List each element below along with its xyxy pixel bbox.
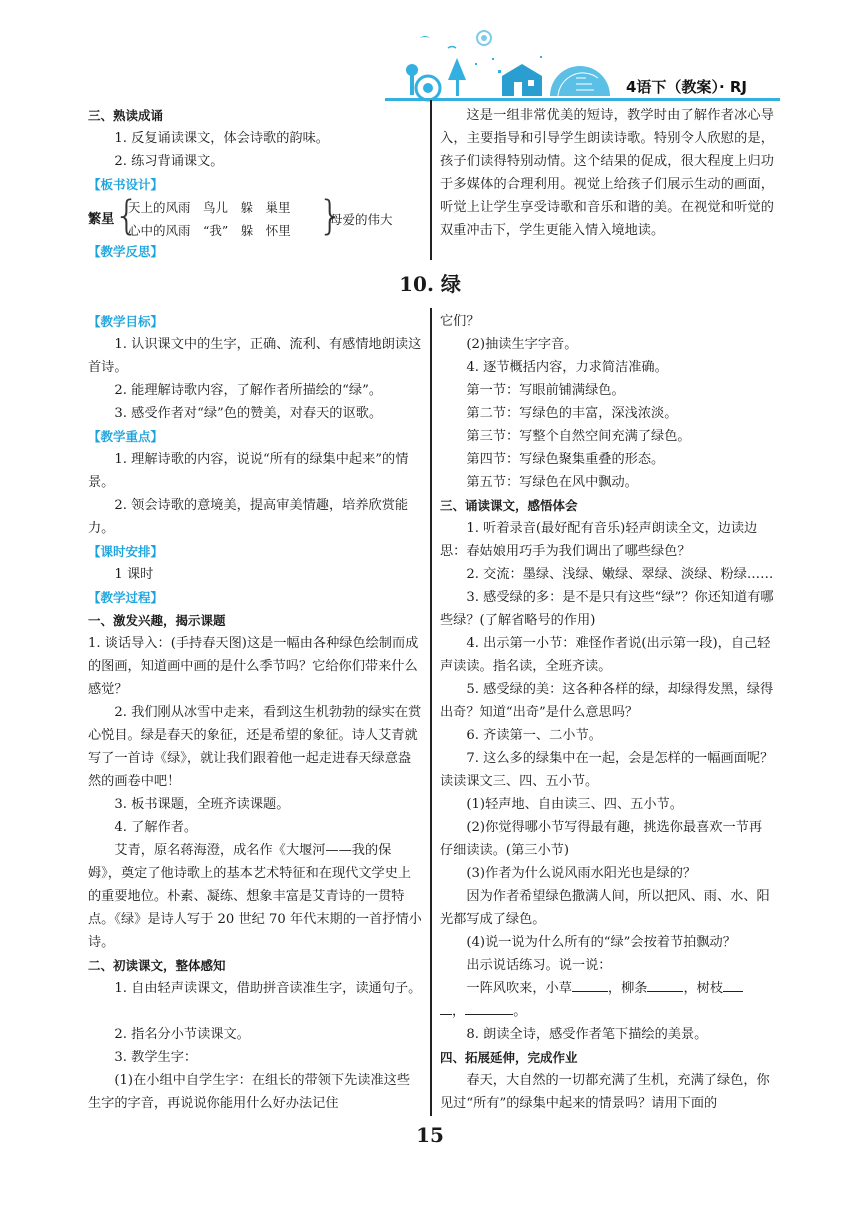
blank-line xyxy=(572,977,608,992)
paragraph: 1 课时 xyxy=(114,567,154,582)
board-result: 母爱的伟大 xyxy=(330,212,393,227)
goals-tag: 【教学目标】 xyxy=(88,314,164,329)
paragraph: 第三节：写整个自然空间充满了绿色。 xyxy=(466,429,691,444)
blank-line xyxy=(647,977,683,992)
paragraph: 因为作者希望绿色撒满人间，所以把风、雨、水、阳光都写成了绿色。 xyxy=(440,889,770,927)
section-title: 二、初读课文，整体感知 xyxy=(88,958,226,973)
exercise-text: 一阵风吹来，小草 xyxy=(466,981,572,996)
paragraph: 春天，大自然的一切都充满了生机，充满了绿色，你见过“所有”的绿集中起来的情景吗？请用下面的 xyxy=(440,1073,770,1111)
section-title: 三、熟读成诵 xyxy=(88,108,164,123)
paragraph: 7. 这么多的绿集中在一起，会是怎样的一幅画面呢？读读课文三、四、五小节。 xyxy=(440,751,774,789)
section-title: 三、诵读课文，感悟体会 xyxy=(440,498,578,513)
paragraph: 4. 了解作者。 xyxy=(114,820,198,835)
key-points-tag: 【教学重点】 xyxy=(88,429,164,444)
section-title: 一、激发兴趣，揭示课题 xyxy=(88,613,226,628)
right-brace: } xyxy=(318,193,344,239)
paragraph: 艾青，原名蒋海澄，成名作《大堰河——我的保姆》，奠定了他诗歌上的基本艺术特征和在现代文学史上的重要地位。朴素、凝练、想象丰富是艾青诗的一贯特点。《绿》是诗人写于 20 世纪 70 年代末期的一首抒情小诗。 xyxy=(88,843,422,950)
header-label: 4语下（教案）· RJ xyxy=(626,78,747,96)
reflection-text: 这是一组非常优美的短诗，教学时由了解作者冰心导入，主要指导和引导学生朗读诗歌。特别令人欣慰的是，孩子们读得特别动情。这个结果的促成，很大程度上归功于多媒体的合理利用。视觉上给孩子们展示生动的画面，听觉上让学生享受诗歌和音乐和谐的美。在视觉和听觉的双重冲击下，学生更能入情入境地读。 xyxy=(440,108,774,238)
board-row: 心中的风雨 “我” 躲 怀里 xyxy=(128,223,291,238)
paragraph: 2. 能理解诗歌内容，了解作者所描绘的“绿”。 xyxy=(114,383,383,398)
paragraph: 3. 板书课题，全班齐读课题。 xyxy=(114,797,290,812)
paragraph: 第五节：写绿色在风中飘动。 xyxy=(466,475,638,490)
blank-line xyxy=(723,977,743,992)
blank-line xyxy=(465,1000,513,1015)
lesson-title: 10. 绿 xyxy=(399,272,461,296)
fill-in-exercise-cont: ， 。 xyxy=(440,1000,774,1023)
paragraph: 出示说话练习。说一说： xyxy=(466,958,612,973)
paragraph: (4)说一说为什么所有的“绿”会按着节拍飘动？ xyxy=(466,935,736,950)
paragraph: 1. 反复诵读课文，体会诗歌的韵味。 xyxy=(114,131,329,146)
blank-line xyxy=(440,1000,452,1015)
exercise-text: ，树枝 xyxy=(683,981,724,996)
paragraph: 4. 出示第一小节：难怪作者说(出示第一段)，自己轻声读读。指名读，全班齐读。 xyxy=(440,636,771,674)
column-divider-main xyxy=(430,308,432,1116)
paragraph: 2. 交流：墨绿、浅绿、嫩绿、翠绿、淡绿、粉绿…… xyxy=(466,567,774,582)
process-tag: 【教学过程】 xyxy=(88,590,164,605)
paragraph: 2. 练习背诵课文。 xyxy=(114,154,224,169)
paragraph: 1. 认识课文中的生字，正确、流利、有感情地朗读这首诗。 xyxy=(88,337,422,375)
paragraph: 8. 朗读全诗，感受作者笔下描绘的美景。 xyxy=(466,1027,708,1042)
paragraph: 3. 感受绿的多：是不是只有这些“绿”？你还知道有哪些绿？(了解省略号的作用) xyxy=(440,590,774,628)
paragraph: 2. 指名分小节读课文。 xyxy=(114,1027,250,1042)
paragraph: 1. 听着录音(最好配有音乐)轻声朗读全文，边读边思：春姑娘用巧手为我们调出了哪些绿色？ xyxy=(440,521,758,559)
paragraph: 6. 齐读第一、二小节。 xyxy=(466,728,602,743)
paragraph: (1)在小组中自学生字：在组长的带领下先读准这些生字的字音，再说说你能用什么好办法记住 xyxy=(88,1073,411,1111)
paragraph: 2. 我们刚从冰雪中走来，看到这生机勃勃的绿实在赏心悦目。绿是春天的象征，还是希望的象征。诗人艾青就写了一首诗《绿》，就让我们跟着他一起走进春天绿意盎然的画卷中吧！ xyxy=(88,705,422,789)
paragraph: 5. 感受绿的美：这各种各样的绿，却绿得发黑，绿得出奇？知道“出奇”是什么意思吗？ xyxy=(440,682,774,720)
paragraph: 3. 感受作者对“绿”色的赞美，对春天的讴歌。 xyxy=(114,406,383,421)
exercise-text: ，柳条 xyxy=(607,981,648,996)
board-row: 天上的风雨 鸟儿 躲 巢里 xyxy=(128,200,291,215)
paragraph: (3)作者为什么说风雨水阳光也是绿的？ xyxy=(466,866,697,881)
paragraph: 1. 理解诗歌的内容，说说“所有的绿集中起来”的情景。 xyxy=(88,452,409,490)
reflection-tag: 【教学反思】 xyxy=(88,244,164,259)
paragraph: 3. 教学生字： xyxy=(114,1050,198,1065)
paragraph: 2. 领会诗歌的意境美，提高审美情趣，培养欣赏能力。 xyxy=(88,498,409,536)
paragraph: 第二节：写绿色的丰富，深浅浓淡。 xyxy=(466,406,678,421)
header-rule xyxy=(385,98,780,101)
board-label: 繁星 xyxy=(88,212,115,227)
paragraph: 第四节：写绿色聚集重叠的形态。 xyxy=(466,452,665,467)
time-tag: 【课时安排】 xyxy=(88,544,164,559)
paragraph: 第一节：写眼前铺满绿色。 xyxy=(466,383,625,398)
paragraph: 1. 自由轻声读课文，借助拼音读准生字，读通句子。 xyxy=(114,981,422,996)
column-divider-top xyxy=(430,100,432,260)
paragraph: (2)你觉得哪小节写得最有趣，挑选你最喜欢一节再仔细读读。(第三小节) xyxy=(440,820,763,858)
page-number: 15 xyxy=(416,1123,444,1147)
paragraph: (2)抽读生字字音。 xyxy=(466,337,578,352)
fill-in-exercise xyxy=(440,977,774,1000)
section-title: 四、拓展延伸，完成作业 xyxy=(440,1050,578,1065)
paragraph: 1. 谈话导入：(手持春天图)这是一幅由各种绿色绘制而成的图画，知道画中画的是什么季节吗？它给你们带来什么感觉？ xyxy=(88,636,419,697)
paragraph: 它们？ xyxy=(440,314,480,329)
left-brace: { xyxy=(114,193,140,239)
paragraph: 4. 逐节概括内容，力求简洁准确。 xyxy=(466,360,668,375)
paragraph: (1)轻声地、自由读三、四、五小节。 xyxy=(466,797,683,812)
board-design-tag: 【板书设计】 xyxy=(88,177,164,192)
